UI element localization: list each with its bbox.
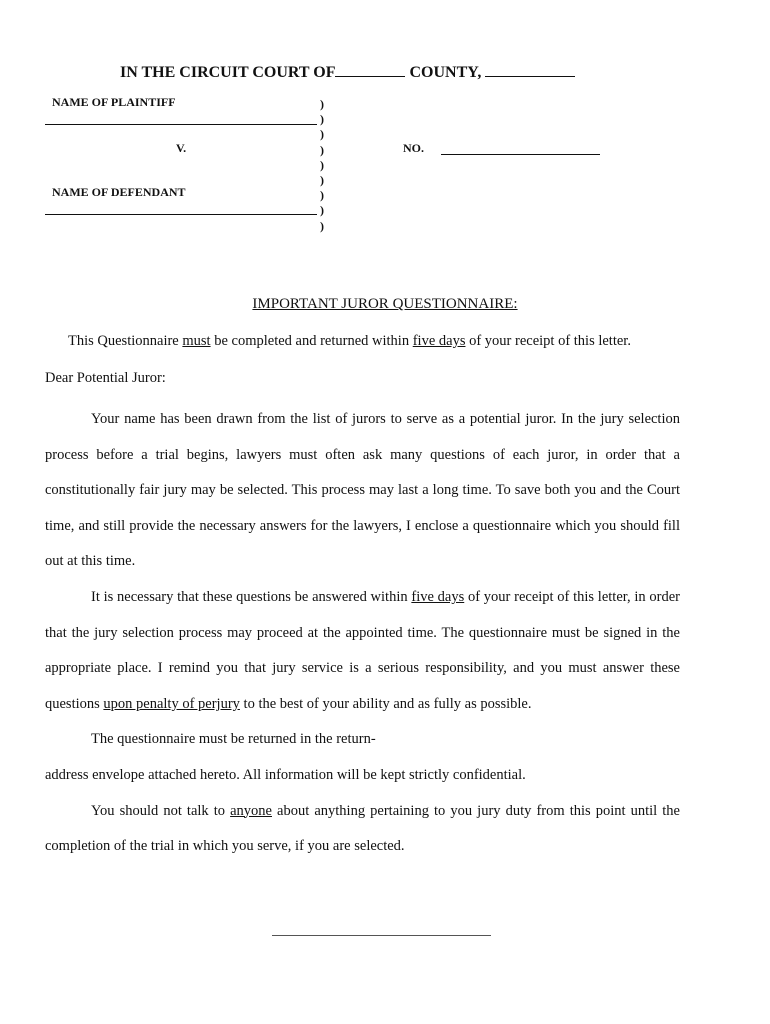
paren: ) (320, 218, 324, 233)
paragraph-2 (45, 580, 680, 722)
letter-body (45, 402, 680, 865)
footer-divider (272, 935, 491, 936)
court-heading-prefix: IN THE CIRCUIT COURT OF (120, 64, 336, 81)
paren: ) (320, 203, 324, 218)
questionnaire-title-text: IMPORTANT JUROR QUESTIONNAIRE: (252, 296, 518, 312)
paren: ) (320, 173, 324, 188)
paren: ) (320, 112, 324, 127)
plaintiff-label: NAME OF PLAINTIFF (52, 95, 176, 109)
notice-emphasis: five days (412, 333, 466, 349)
paren: ) (320, 157, 324, 172)
paragraph-text: to the best of your ability and as fully as possible. (239, 695, 532, 712)
notice-text: be completed and returned within (210, 333, 413, 349)
case-number-line (441, 154, 600, 155)
paragraph-text: of your receipt of this letter, in order that the jury selection process may proceed at the appointed time. The questionnaire must be signed in the appropriate place. I remind you that jury service is a serious responsibility, and you must answer these questions (45, 588, 680, 712)
questionnaire-title (0, 296, 770, 313)
paragraph-text: It is necessary that these questions be answered within (91, 588, 412, 605)
paragraph-4 (45, 794, 680, 865)
notice-text: of your receipt of this letter. (465, 333, 631, 349)
notice-emphasis: must (182, 333, 211, 349)
paragraph-emphasis: upon penalty of perjury (103, 695, 240, 712)
greeting: Dear Potential Juror: (45, 370, 166, 386)
paragraph-1: Your name has been drawn from the list of jurors to serve as a potential juror. In the jury selection process before a trial begins, lawyers must often ask many questions of each juror, in order that a constitutionally fair jury may be selected. This process may last a long time. To save both you and the Court time, and still provide the necessary answers for the lawyers, I enclose a questionnaire which you should fill out at this time. (45, 411, 680, 570)
state-blank (485, 62, 575, 77)
case-number-label: NO. (403, 141, 424, 155)
notice-line (68, 333, 631, 350)
paren: ) (320, 127, 324, 142)
paragraph-emphasis: five days (411, 588, 465, 605)
paragraph-3b: address envelope attached hereto. All information will be kept strictly confidential. (45, 766, 526, 783)
paren: ) (320, 97, 324, 111)
paren: ) (320, 142, 324, 157)
paren: ) (320, 188, 324, 203)
county-blank (335, 62, 405, 77)
court-heading (120, 62, 575, 82)
paragraph-text: You should not talk to (91, 802, 231, 819)
court-heading-county: COUNTY, (409, 64, 482, 81)
plaintiff-line (45, 124, 317, 125)
versus-label: V. (176, 141, 187, 155)
notice-text: This Questionnaire (68, 333, 183, 349)
paragraph-3a: The questionnaire must be returned in the return- (91, 731, 376, 748)
defendant-line (45, 214, 317, 215)
paragraph-emphasis: anyone (230, 802, 272, 819)
caption-parentheses (320, 97, 324, 234)
paragraph-text: about anything pertaining to you jury duty from this point until the completion of the trial in which you serve, if you are selected. (45, 802, 680, 855)
defendant-label: NAME OF DEFENDANT (52, 185, 186, 199)
